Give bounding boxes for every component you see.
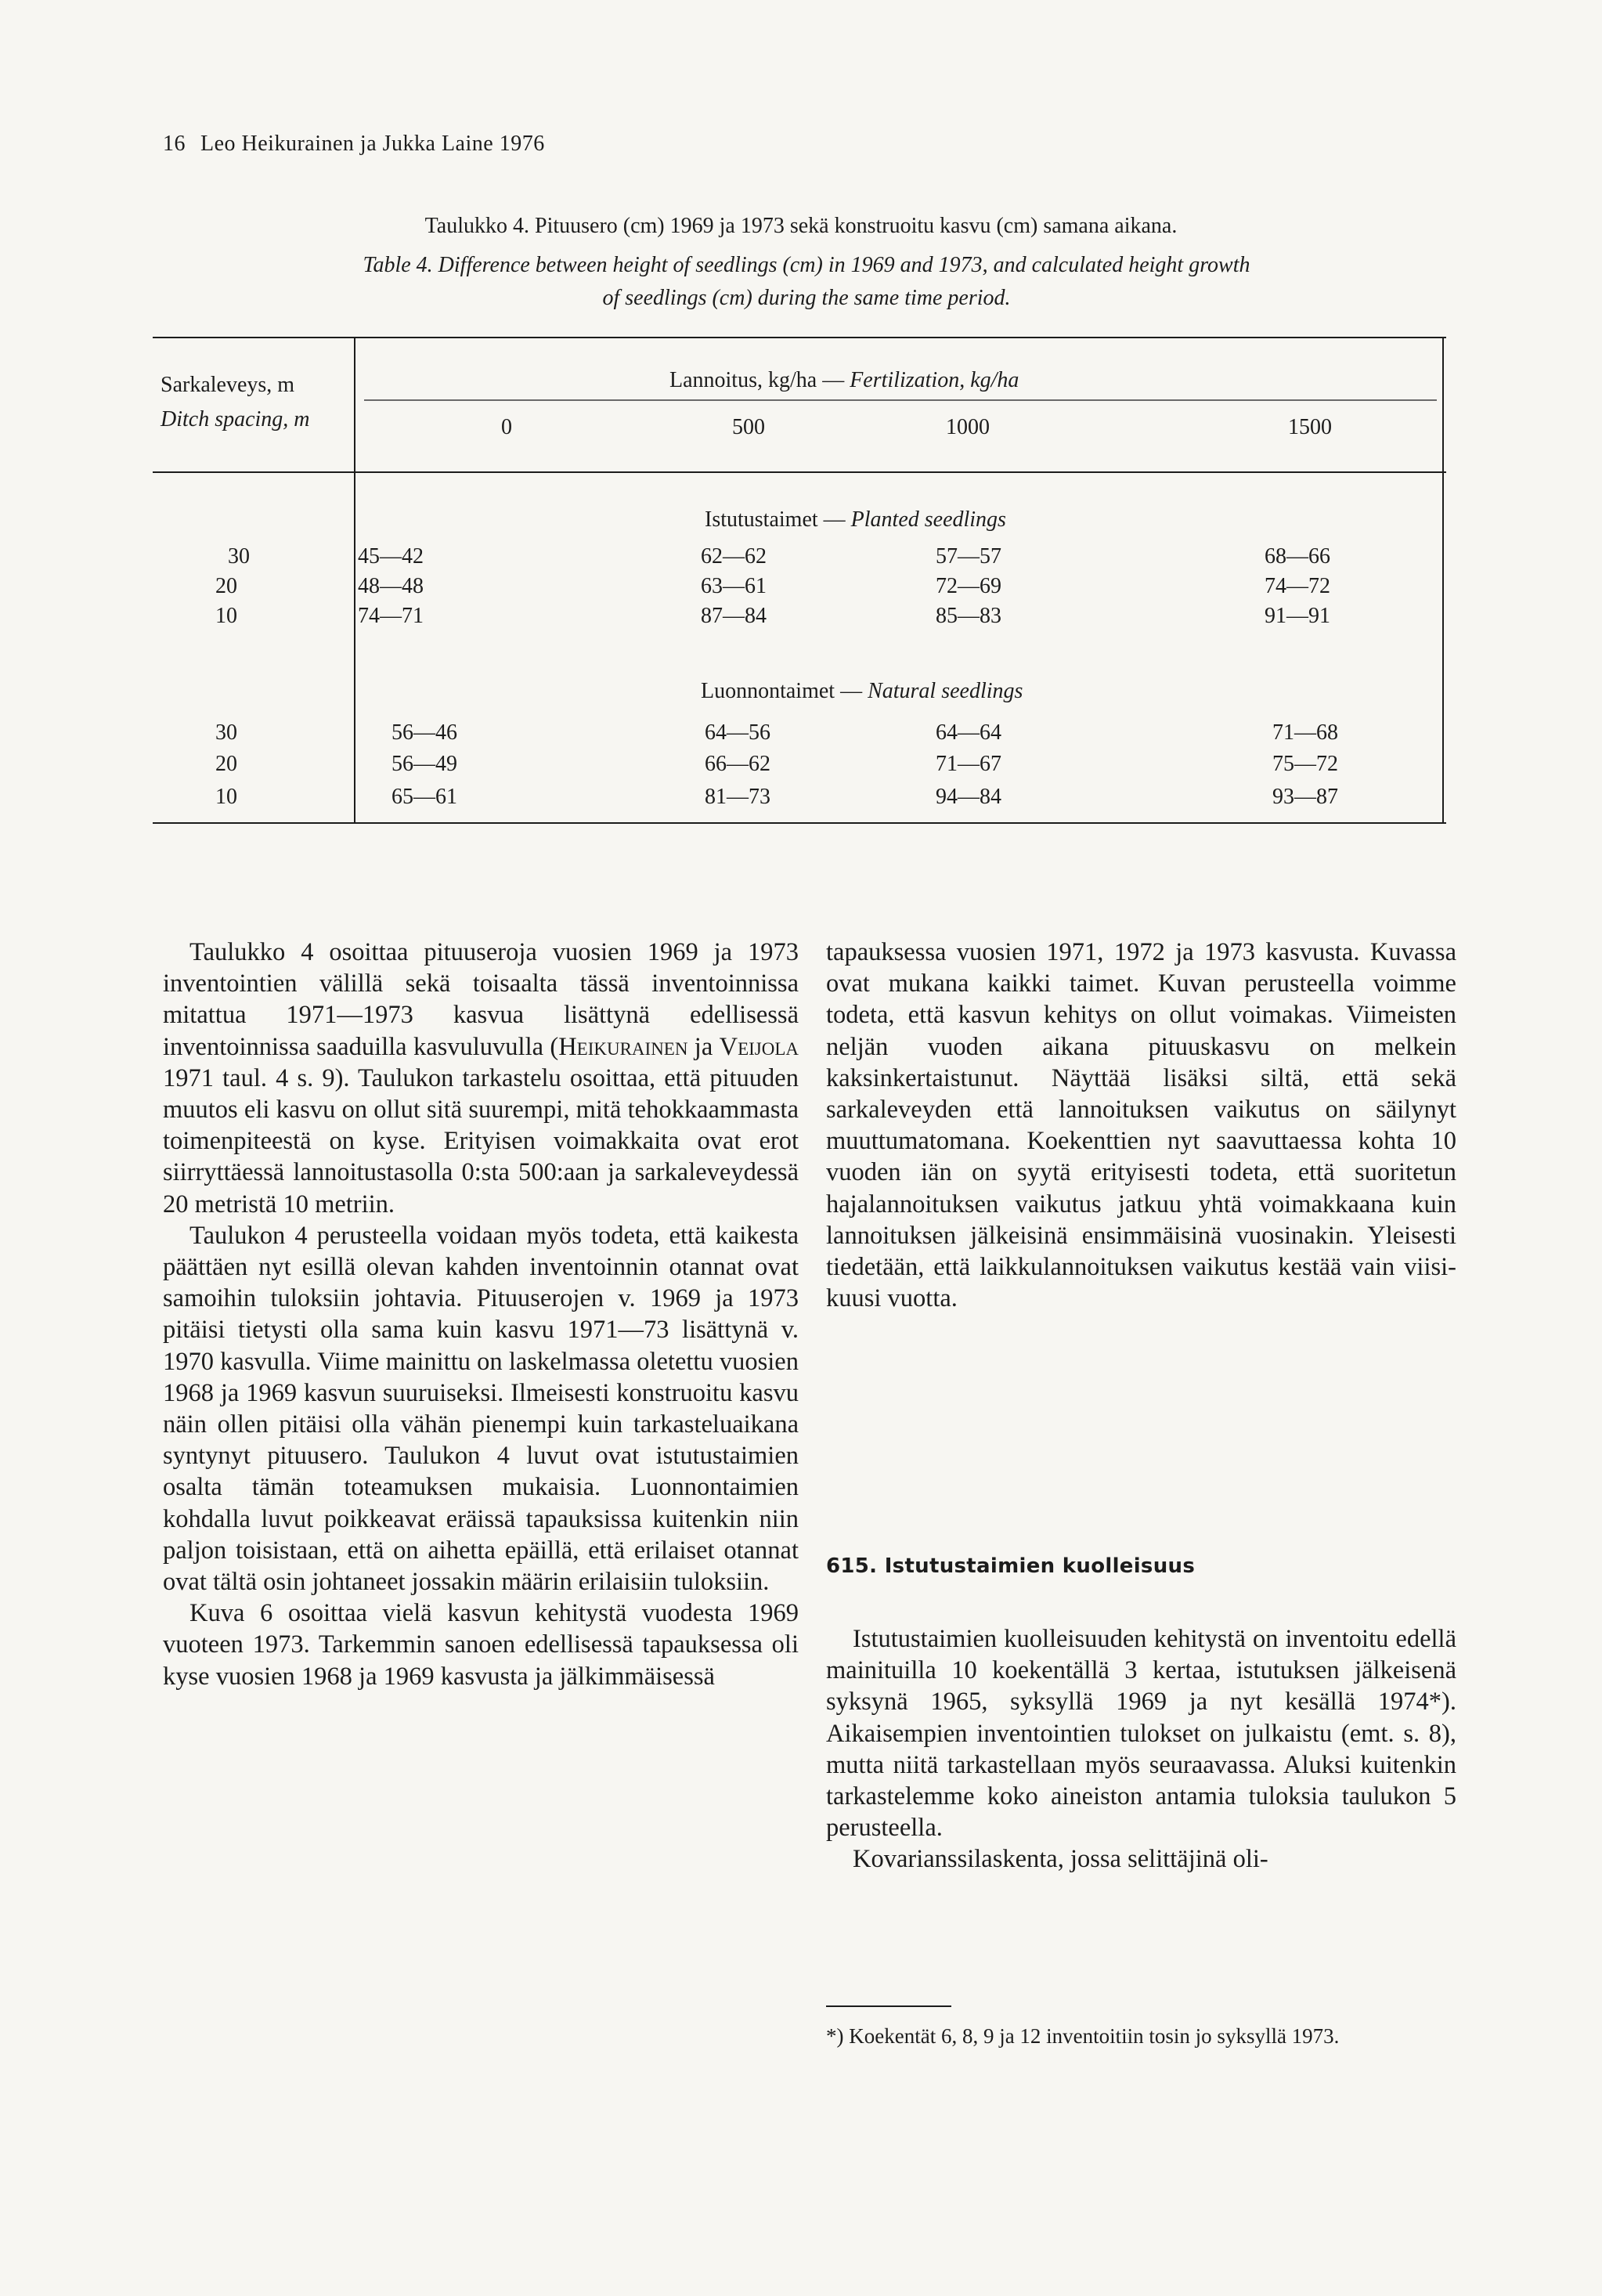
table-cell: 48—48 [358,574,424,598]
table-cell: 93—87 [1272,785,1338,809]
table-cell: 62—62 [701,544,767,569]
data-table [153,337,1446,824]
col0-header-fi: Sarkaleveys, m [161,373,295,397]
page-number: 16 [163,132,186,156]
row-spacing: 30 [228,544,250,569]
footnote-rule [826,2005,951,2007]
row-spacing: 20 [215,752,237,776]
table-cell: 72—69 [936,574,1001,598]
paragraph: Taulukon 4 perusteella voidaan myös todeta, että kaikesta päättäen nyt esillä olevan kahden inventoinnin otannat ovat samoihin tuloksiin johtavia. Pituuserojen v. 1969 ja 1973 pitäisi tietysti olla sama kuin kasvu 1971—73 lisättynä v. 1970 kasvulla. Viime mainittu on laskelmassa oletettu vuosien 1968 ja 1969 kasvun suuruiseksi. Ilmeisesti konstruoitu kasvu näin ollen pitäisi olla vähän pienempi kuin tarkasteluaikana syntynyt pituusero. Taulukon 4 luvut ovat istutustaimien osalta tämän toteamuksen mukaisia. Luonnontaimien kohdalla luvut poikkeavat eräissä tapauksissa kuitenkin niin paljon toisistaan, että on aihetta epäillä, että erilaiset otannat ovat tältä osin johtaneet jossakin määrin erilaisiin tuloksiin. [163,1221,799,1597]
table-cell: 64—64 [936,720,1001,745]
paragraph: Istutustaimien kuolleisuuden kehitystä on inventoitu edellä mainituilla 10 koekentällä 3 kertaa, istutuksen jälkeisenä syksynä 1965, syksyllä 1969 ja nyt kesällä 1974*). Aikaisempien inventointien tulokset on julkaistu (emt. s. 8), mutta niitä tarkastellaan myös seuraavassa. Aluksi kuitenkin tarkastelemme koko aineiston antamia tuloksia taulukon 5 perusteella. [826,1625,1456,1843]
right-column-bottom [826,1623,1456,1875]
table-cell: 56—46 [391,720,457,745]
row-spacing: 30 [215,720,237,745]
row-spacing: 10 [215,604,237,628]
table-top-rule [153,337,1446,338]
table-caption-en [180,249,1433,315]
row-spacing: 20 [215,574,237,598]
paragraph: tapauksessa vuosien 1971, 1972 ja 1973 kasvusta. Kuvassa ovat mukana kaikki taimet. Kuvan perusteella voimme todeta, että kasvun kehitys on ollut voimakas. Viimeisten neljän vuoden aikana pituuskasvu on melkein kaksinkertaistunut. Näyttää lisäksi siltä, että sekä sarkaleveyden että lannoituksen vaikutus on säilynyt muuttumatomana. Koekenttien nyt saavuttaessa kohta 10 vuoden iän on syytä erityisesti todeta, että suoritetun hajalannoituksen vaikutus jatkuu yhtä voimakkaana kuin lannoituksen jälkeisinä ensimmäisinä vuosinakin. Yleisesti tiedetään, että laikkulannoituksen vaikutus kestää vain viisi-kuusi vuotta. [826,938,1456,1313]
group-label-planted: Istutustaimet — Planted seedlings [705,507,1006,532]
table-cell: 71—68 [1272,720,1338,745]
table-cell: 65—61 [391,785,457,809]
group-label-natural: Luonnontaimet — Natural seedlings [701,679,1023,703]
table-cell: 87—84 [701,604,767,628]
fert-level-1500: 1500 [1288,415,1332,439]
paragraph: Taulukko 4 osoittaa pituuseroja vuosien 1969 ja 1973 inventointien välillä sekä toisaalta tässä inventoinnissa mitattua 1971—1973 kasvua lisättynä edellisessä inventoinnissa saaduilla kasvuluvulla (Heikurainen ja Veijola 1971 taul. 4 s. 9). Taulukon tarkastelu osoittaa, että pituuden muutos eli kasvu on ollut sitä suurempi, mitä tehokkaammasta toimenpiteestä on kyse. Erityisen voimakkaita ovat erot siirryttäessä lannoitustasolla 0:sta 500:aan ja sarkaleveydessä 20 metristä 10 metriin. [163,938,799,1218]
table-cell: 94—84 [936,785,1001,809]
table-cell: 91—91 [1265,604,1330,628]
row-spacing: 10 [215,785,237,809]
running-header [163,132,545,157]
table-vertical-rule-1 [354,337,355,824]
table-cell: 75—72 [1272,752,1338,776]
table-cell: 56—49 [391,752,457,776]
table-cell: 74—72 [1265,574,1330,598]
fert-level-1000: 1000 [946,415,990,439]
section-heading: 615. Istutustaimien kuolleisuus [826,1554,1196,1578]
table-cell: 64—56 [705,720,770,745]
running-title: Leo Heikurainen ja Jukka Laine 1976 [200,132,545,156]
left-column [163,937,799,1692]
footnote: *) Koekentät 6, 8, 9 ja 12 inventoitiin tosin jo syksyllä 1973. [826,2024,1340,2048]
paragraph: Kuva 6 osoittaa vielä kasvun kehitystä vuodesta 1969 vuoteen 1973. Tarkemmin sanoen edellisessä tapauksessa oli kyse vuosien 1968 ja 1969 kasvusta ja jälkimmäisessä [163,1599,799,1691]
table-fert-subrule [364,399,1437,401]
table-cell: 74—71 [358,604,424,628]
table-cell: 57—57 [936,544,1001,569]
table-vertical-rule-2 [1442,337,1444,824]
table-cell: 66—62 [705,752,770,776]
fert-header-en: Fertilization, kg/ha [850,368,1019,392]
fert-header-fi: Lannoitus, kg/ha — [669,368,845,392]
table-cell: 68—66 [1265,544,1330,569]
table-caption-fi: Taulukko 4. Pituusero (cm) 1969 ja 1973 sekä konstruoitu kasvu (cm) samana aikana. [424,214,1178,238]
table-header-rule [153,471,1446,473]
right-column-top [826,937,1456,1314]
col0-header-en: Ditch spacing, m [161,407,310,431]
table-cell: 45—42 [358,544,424,569]
table-cell: 71—67 [936,752,1001,776]
fert-level-0: 0 [501,415,512,439]
fert-header [669,368,1019,393]
table-cell: 81—73 [705,785,770,809]
table-caption-en-line2: of seedlings (cm) during the same time period. [602,286,1011,310]
table-cell: 63—61 [701,574,767,598]
table-bottom-rule [153,822,1446,824]
paragraph: Kovarianssilaskenta, jossa selittäjinä oli- [853,1845,1268,1874]
table-caption-en-line1: Table 4. Difference between height of seedlings (cm) in 1969 and 1973, and calculated height growth [363,253,1250,277]
table-cell: 85—83 [936,604,1001,628]
fert-level-500: 500 [732,415,765,439]
